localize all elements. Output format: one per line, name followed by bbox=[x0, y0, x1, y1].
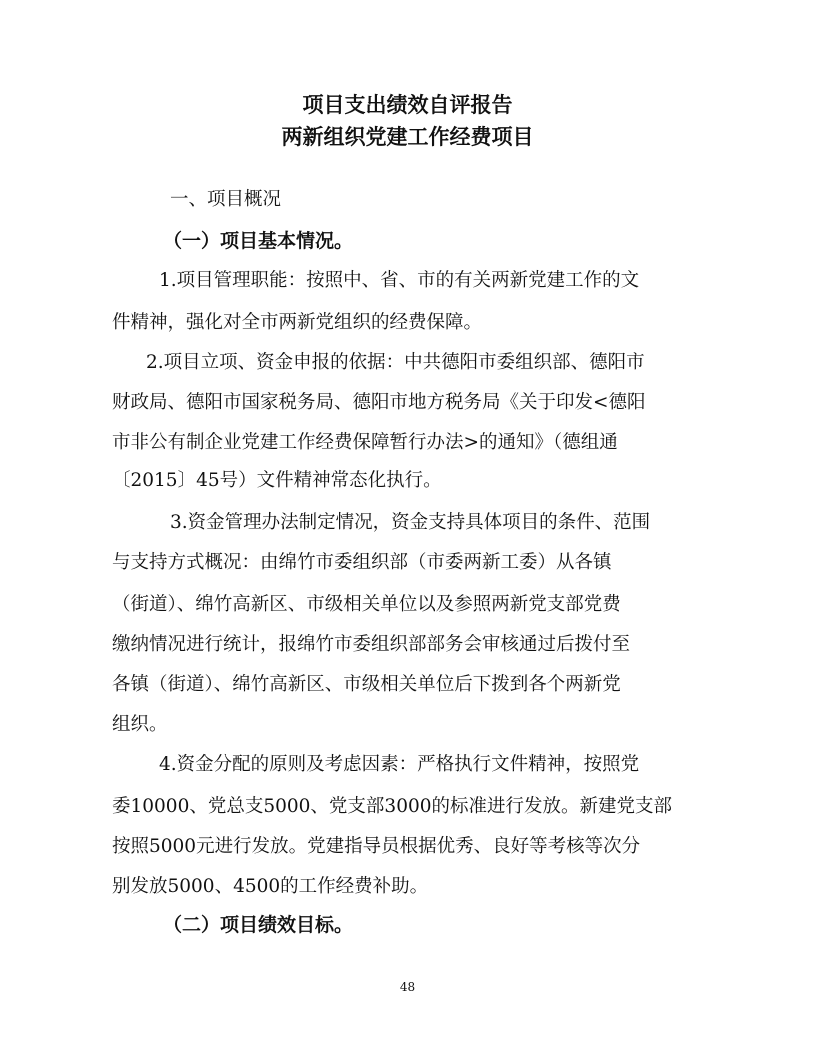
paragraph-1-line-2: 件精神，强化对全市两新党组织的经费保障。 bbox=[112, 312, 483, 333]
paragraph-3-line-1: 3.资金管理办法制定情况，资金支持具体项目的条件、范围 bbox=[170, 512, 651, 533]
subsection-heading-performance-goals: （二）项目绩效目标。 bbox=[163, 914, 354, 936]
paragraph-4-line-3: 按照5000元进行发放。党建指导员根据优秀、良好等考核等次分 bbox=[112, 836, 641, 857]
paragraph-3-line-2: 与支持方式概况：由绵竹市委组织部（市委两新工委）从各镇 bbox=[112, 552, 612, 573]
paragraph-2-line-3: 市非公有制企业党建工作经费保障暂行办法>的通知》（德组通 bbox=[112, 432, 618, 453]
section-heading-overview: 一、项目概况 bbox=[170, 189, 282, 210]
paragraph-4-line-1: 4.资金分配的原则及考虑因素：严格执行文件精神，按照党 bbox=[159, 754, 640, 775]
subsection-heading-basic-info: （一）项目基本情况。 bbox=[163, 230, 354, 252]
page-number: 48 bbox=[399, 980, 416, 994]
paragraph-2-line-4: 〔2015〕45号）文件精神常态化执行。 bbox=[112, 470, 442, 491]
report-title: 项目支出绩效自评报告 bbox=[302, 93, 513, 117]
paragraph-3-line-3: （街道）、绵竹高新区、市级相关单位以及参照两新党支部党费 bbox=[112, 594, 621, 615]
paragraph-4-line-4: 别发放5000、4500的工作经费补助。 bbox=[112, 876, 429, 897]
paragraph-2-line-1: 2.项目立项、资金申报的依据：中共德阳市委组织部、德阳市 bbox=[146, 352, 645, 373]
paragraph-4-line-2: 委10000、党总支5000、党支部3000的标准进行发放。新建党支部 bbox=[112, 796, 673, 817]
paragraph-2-line-2: 财政局、德阳市国家税务局、德阳市地方税务局《关于印发<德阳 bbox=[112, 392, 646, 413]
paragraph-1-line-1: 1.项目管理职能：按照中、省、市的有关两新党建工作的文 bbox=[159, 270, 640, 291]
paragraph-3-line-6: 组织。 bbox=[112, 714, 168, 735]
paragraph-3-line-4: 缴纳情况进行统计，报绵竹市委组织部部务会审核通过后拨付至 bbox=[112, 634, 631, 655]
report-subtitle: 两新组织党建工作经费项目 bbox=[281, 125, 534, 149]
paragraph-3-line-5: 各镇（街道）、绵竹高新区、市级相关单位后下拨到各个两新党 bbox=[112, 674, 621, 695]
